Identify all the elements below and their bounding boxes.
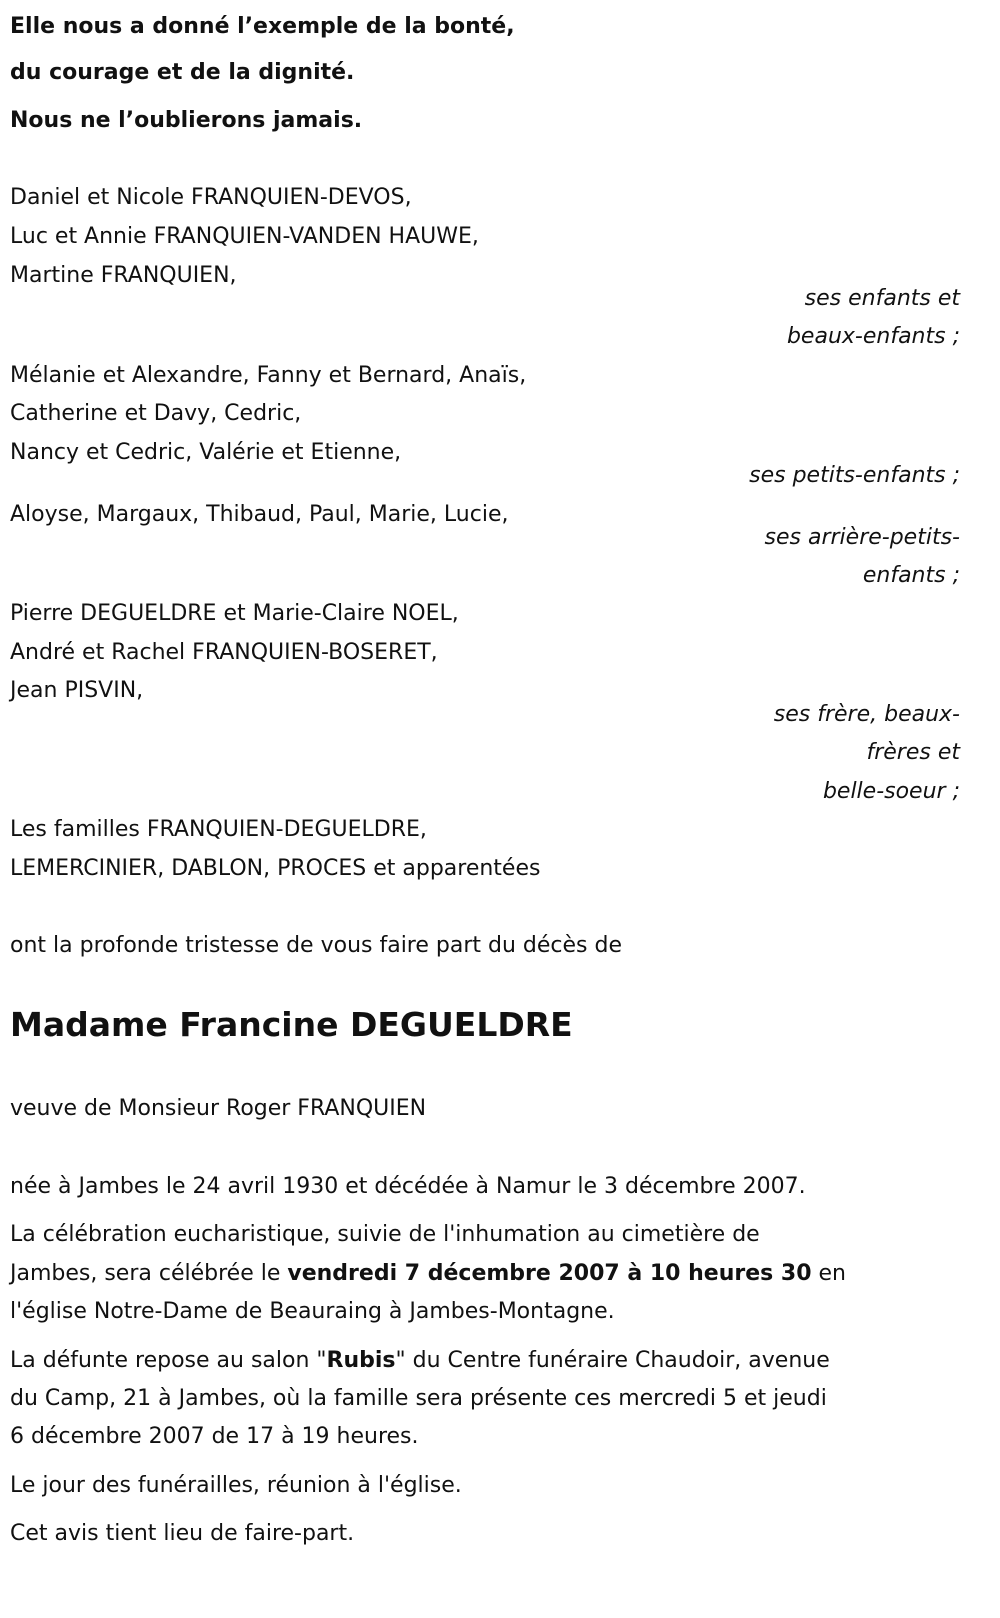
family-line: Nancy et Cedric, Valérie et Etienne, <box>10 440 402 465</box>
repose-line <box>10 1342 830 1380</box>
relation-label: frères et <box>866 740 960 765</box>
family-line: LEMERCINIER, DABLON, PROCES et apparentées <box>10 856 541 881</box>
closing-note: Cet avis tient lieu de faire-part. <box>10 1521 355 1546</box>
ceremony-line <box>10 1255 846 1293</box>
relation-label: belle-soeur ; <box>822 779 960 804</box>
relation-label: ses arrière-petits- <box>764 525 960 550</box>
family-line: Mélanie et Alexandre, Fanny et Bernard, Anaïs, <box>10 363 527 388</box>
ceremony-line: l'église Notre-Dame de Beauraing à Jambes-Montagne. <box>10 1299 615 1324</box>
ceremony-text: Jambes, sera célébrée le <box>10 1261 288 1286</box>
relation-label: ses enfants et <box>804 286 960 311</box>
family-line: Catherine et Davy, Cedric, <box>10 401 302 426</box>
announcement: ont la profonde tristesse de vous faire part du décès de <box>10 933 622 958</box>
family-line: Pierre DEGUELDRE et Marie-Claire NOEL, <box>10 601 459 626</box>
ceremony-text: en <box>811 1261 847 1286</box>
family-line: Martine FRANQUIEN, <box>10 263 237 288</box>
widow-of: veuve de Monsieur Roger FRANQUIEN <box>10 1096 427 1121</box>
relation-label: ses frère, beaux- <box>773 702 960 727</box>
deceased-name: Madame Francine DEGUELDRE <box>10 1005 573 1044</box>
repose-line: du Camp, 21 à Jambes, où la famille sera présente ces mercredi 5 et jeudi <box>10 1386 827 1411</box>
relation-label: ses petits-enfants ; <box>749 463 960 488</box>
relation-label: beaux-enfants ; <box>786 324 960 349</box>
repose-text: La défunte repose au salon " <box>10 1348 327 1373</box>
epitaph-line: du courage et de la dignité. <box>10 60 355 85</box>
salon-name: Rubis <box>326 1348 396 1373</box>
epitaph-line: Elle nous a donné l’exemple de la bonté, <box>10 14 515 39</box>
ceremony-line: La célébration eucharistique, suivie de l'inhumation au cimetière de <box>10 1222 760 1247</box>
repose-text: " du Centre funéraire Chaudoir, avenue <box>395 1348 830 1373</box>
family-line: Daniel et Nicole FRANQUIEN-DEVOS, <box>10 185 412 210</box>
family-line: Aloyse, Margaux, Thibaud, Paul, Marie, Lucie, <box>10 502 509 527</box>
family-line: Les familles FRANQUIEN-DEGUELDRE, <box>10 817 427 842</box>
family-line: Jean PISVIN, <box>10 678 144 703</box>
repose-line: 6 décembre 2007 de 17 à 19 heures. <box>10 1424 419 1449</box>
ceremony-datetime: vendredi 7 décembre 2007 à 10 heures 30 <box>287 1261 812 1286</box>
funeral-meeting: Le jour des funérailles, réunion à l'église. <box>10 1473 462 1498</box>
family-line: Luc et Annie FRANQUIEN-VANDEN HAUWE, <box>10 224 479 249</box>
epitaph-line: Nous ne l’oublierons jamais. <box>10 108 363 133</box>
birth-death-dates: née à Jambes le 24 avril 1930 et décédée à Namur le 3 décembre 2007. <box>10 1174 806 1199</box>
relation-label: enfants ; <box>862 563 960 588</box>
family-line: André et Rachel FRANQUIEN-BOSERET, <box>10 640 438 665</box>
